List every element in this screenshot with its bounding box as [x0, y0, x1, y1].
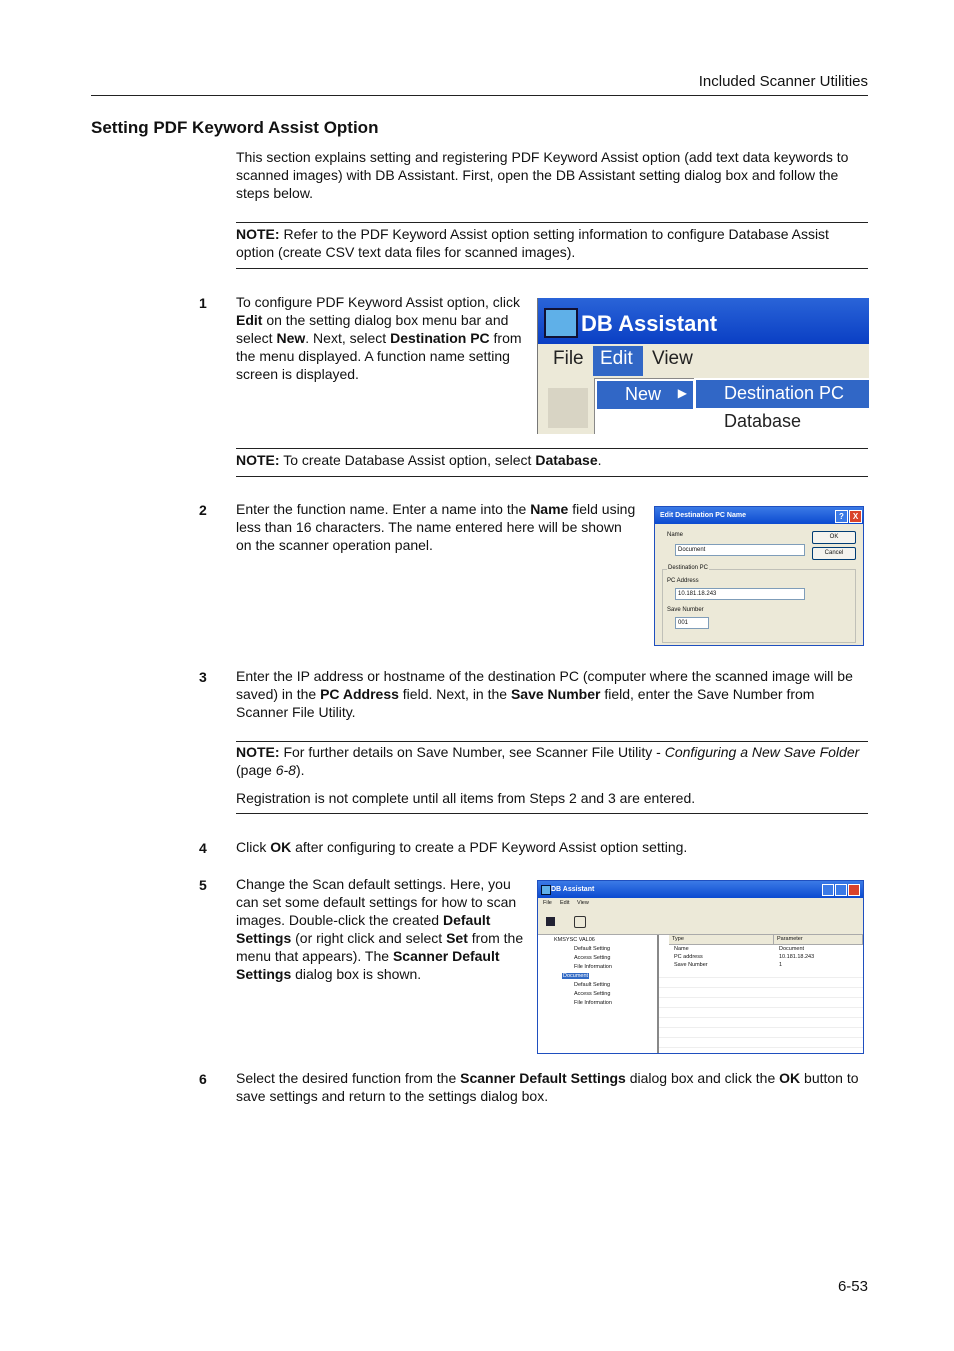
section-title: Setting PDF Keyword Assist Option: [91, 118, 379, 137]
step1-text: To configure PDF Keyword Assist option, click Edit on the setting dialog box menu bar and select New. Next, select Destination PC from the menu displayed. A function name setting screen is displayed.: [236, 294, 522, 382]
step6-number: 6: [199, 1071, 207, 1087]
tree-node-device[interactable]: KMSYSC VAL06: [554, 937, 595, 943]
close-icon[interactable]: [848, 884, 860, 896]
note3-top-rule: [236, 741, 868, 742]
step5-text: Change the Scan default settings. Here, you can set some default settings for how to scan images. Double-click the created Default Settings (or right click and select Set from the menu that appears). The Scanner Default Settings dialog box is shown.: [236, 876, 524, 982]
menu-view[interactable]: View: [652, 348, 693, 369]
save-icon[interactable]: [546, 917, 555, 926]
grid-line: [659, 1027, 863, 1028]
note2-top-rule: [236, 448, 868, 449]
note1-bottom-rule: [236, 268, 868, 269]
window3-toolbar: [538, 908, 863, 935]
destination-pc-group-label: Destination PC: [668, 565, 709, 571]
note1-text: Refer to the PDF Keyword Assist option setting information to configure Database Assist option (create CSV text data files for scanned images).: [236, 226, 829, 260]
help-pointer-icon[interactable]: [574, 916, 586, 928]
submenu-arrow-icon: ▶: [677, 386, 687, 400]
tree-node-default-setting[interactable]: Default Setting: [574, 982, 611, 988]
note3-bottom-rule: [236, 813, 868, 814]
grid-line: [659, 1047, 863, 1048]
save-number-field[interactable]: 001: [675, 617, 709, 629]
help-icon[interactable]: ?: [835, 510, 848, 523]
note1-label: NOTE:: [236, 226, 280, 242]
grid-line: [659, 977, 863, 978]
name-field[interactable]: Document: [675, 544, 805, 556]
step1-number: 1: [199, 295, 207, 311]
tree-node-default-setting[interactable]: Default Setting: [574, 946, 611, 952]
tree-node-file-information[interactable]: File Information: [574, 964, 612, 970]
tree-node-file-information[interactable]: File Information: [574, 1000, 612, 1006]
page-number: 6-53: [837, 1278, 868, 1295]
name-label: Name: [667, 532, 684, 538]
menu-item-destination-pc[interactable]: Destination PC: [696, 380, 869, 408]
edit-destination-pc-name-dialog: [654, 506, 864, 646]
parameter-list: [659, 935, 863, 1053]
settings-tree: [540, 935, 659, 1053]
step5-number: 5: [199, 877, 207, 893]
save-tool-icon: [548, 388, 588, 428]
row-parameter: Document: [779, 946, 805, 952]
maximize-icon[interactable]: [835, 884, 847, 896]
intro-paragraph: This section explains setting and registering PDF Keyword Assist option (add text data keywords to scanned images) with DB Assistant. First, open the DB Assistant setting dialog box and follow the steps below.: [236, 149, 849, 201]
menu-edit[interactable]: Edit: [560, 900, 570, 906]
grid-line: [659, 1037, 863, 1038]
note3-registration: Registration is not complete until all items from Steps 2 and 3 are entered.: [236, 790, 696, 806]
close-icon[interactable]: X: [849, 510, 862, 523]
db-assistant-window: [537, 880, 864, 1054]
note1: [236, 225, 868, 261]
row-type: Name: [674, 946, 689, 952]
db-assistant-app-icon: [544, 308, 578, 338]
dialog2-title: Edit Destination PC Name: [660, 512, 746, 519]
step4-number: 4: [199, 840, 207, 856]
note3: NOTE: For further details on Save Number, see Scanner File Utility - Configuring a New Save Folder (page 6-8).: [236, 744, 860, 778]
header-rule: [91, 95, 868, 96]
grid-line: [659, 1017, 863, 1018]
step2-text: Enter the function name. Enter a name into the Name field using less than 16 characters. The name entered here will be shown on the scanner operation panel.: [236, 501, 636, 553]
step6-text: Select the desired function from the Scanner Default Settings dialog box and click the OK button to save settings and return to the settings dialog box.: [236, 1070, 859, 1104]
row-type: PC address: [674, 954, 703, 960]
pc-address-field[interactable]: 10.181.18.243: [675, 588, 805, 600]
step2-number: 2: [199, 502, 207, 518]
note2: NOTE: To create Database Assist option, select Database.: [236, 452, 602, 468]
menu-item-new[interactable]: New ▶: [597, 381, 693, 409]
db-assistant-menu-screenshot: [537, 298, 869, 434]
note2-bottom-rule: [236, 476, 868, 477]
new-submenu: [694, 378, 869, 434]
tree-node-access-setting[interactable]: Access Setting: [574, 955, 611, 961]
menu-view[interactable]: View: [577, 900, 589, 906]
pc-address-label: PC Address: [667, 578, 699, 584]
column-header-type[interactable]: Type: [669, 935, 774, 945]
running-header: Included Scanner Utilities: [698, 73, 868, 90]
tree-node-access-setting[interactable]: Access Setting: [574, 991, 611, 997]
step4-text: Click OK after configuring to create a PDF Keyword Assist option setting.: [236, 839, 688, 855]
dialog2-titlebar: [655, 507, 863, 524]
window3-titlebar: [538, 881, 863, 898]
screenshot1-titlebar: [538, 298, 869, 344]
column-header-parameter[interactable]: Parameter: [774, 935, 863, 945]
row-type: Save Number: [674, 962, 708, 968]
save-number-label: Save Number: [667, 607, 704, 613]
minimize-icon[interactable]: [822, 884, 834, 896]
window3-title: DB Assistant: [551, 886, 595, 893]
step3-number: 3: [199, 669, 207, 685]
grid-line: [659, 987, 863, 988]
cancel-button[interactable]: Cancel: [812, 547, 856, 560]
screenshot1-title: DB Assistant: [581, 311, 718, 336]
ok-button[interactable]: OK: [812, 531, 856, 544]
row-parameter: 10.181.18.243: [779, 954, 815, 960]
note1-top-rule: [236, 222, 868, 223]
menu-edit[interactable]: Edit: [593, 346, 643, 376]
row-parameter: 1: [779, 962, 783, 968]
edit-submenu: [594, 378, 696, 434]
grid-line: [659, 1007, 863, 1008]
menu-file[interactable]: File: [543, 900, 552, 906]
grid-line: [659, 997, 863, 998]
menu-file[interactable]: File: [553, 348, 584, 369]
tree-node-document[interactable]: Document: [563, 973, 589, 979]
step3-text: Enter the IP address or hostname of the destination PC (computer where the scanned image will be saved) in the PC Address field. Next, in the Save Number field, enter the Save Number from Scanner File Utility.: [236, 668, 853, 720]
app-icon: [541, 885, 551, 895]
menu-item-database[interactable]: Database: [724, 411, 802, 431]
window3-menubar: [538, 898, 863, 908]
